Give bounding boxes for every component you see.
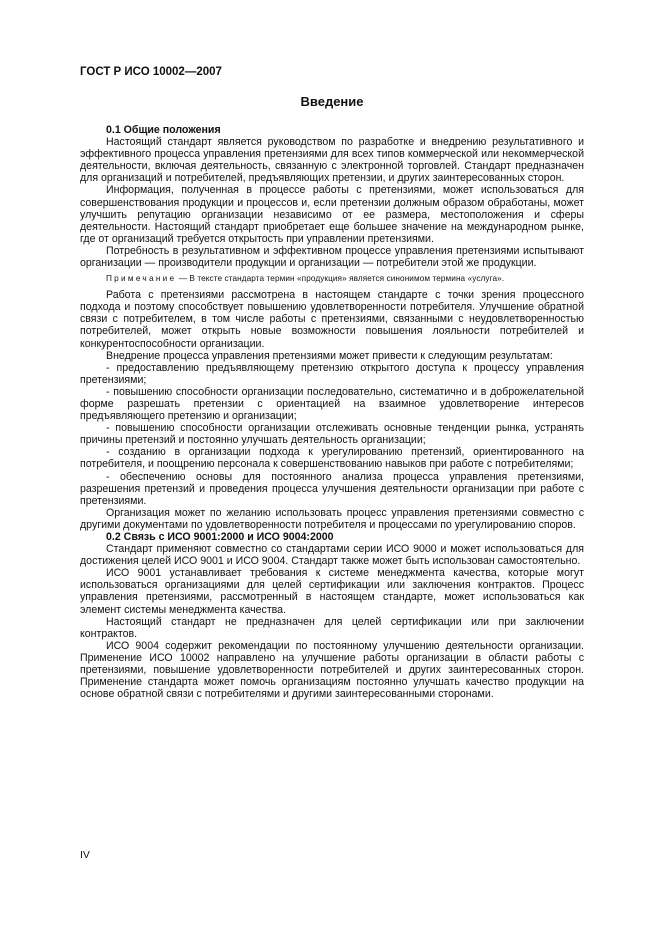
list-item: - повышению способности организации отслеживать основные тенденции рынка, устранять причины претензий и постоянно улучшать деятельность организации; — [80, 422, 584, 447]
note-label: Примечание — [106, 274, 177, 284]
page-number: IV — [80, 849, 90, 861]
list-item: - обеспечению основы для постоянного анализа процесса управления претензиями, разрешения претензий и проведения процесса улучшения деятельности организации при работе с претензиями. — [80, 470, 584, 507]
page-title: Введение — [300, 94, 364, 109]
paragraph: Потребность в результативном и эффективном процессе управления претензиями испытывают организации — производители продукции и организации — потребители этой же продукции. — [80, 244, 584, 270]
section-heading-0-2: 0.2 Связь с ИСО 9001:2000 и ИСО 9004:2000 — [106, 531, 334, 543]
paragraph: Настоящий стандарт не предназначен для целей сертификации или при заключении контрактов. — [80, 615, 584, 640]
paragraph: Внедрение процесса управления претензиями может привести к следующим результатам: — [106, 349, 553, 362]
paragraph: Стандарт применяют совместно со стандартами серии ИСО 9000 и может использоваться для достижения целей ИСО 9001 и ИСО 9004. Стандарт также может быть использован самостоятельно. — [80, 543, 584, 568]
paragraph: Информация, полученная в процессе работы с претензиями, может использоваться для совершенствования продукции и процессов и, если претензии должным образом обработаны, может улучшить репутацию организации независимо от ее размера, местоположения и сферы деятельности. Настоящий стандарт приобретает еще большее значение на международном рынке, где от организаций требуется открытость при управлении претензиями. — [80, 184, 584, 245]
paragraph: Настоящий стандарт является руководством по разработке и внедрению результативного и эффективного процесса управления претензиями для всех типов коммерческой или некоммерческой деятельности, включая деятельность, связанную с электронной торговлей. Стандарт предназначен для организаций и потребителей, предъявляющих претензии, и других заинтересованных сторон. — [80, 136, 584, 185]
list-item: - повышению способности организации последовательно, систематично и в доброжелательной форме разрешать претензии с ориентацией на взаимное удовлетворение интересов предъявляющего претензию и организации; — [80, 385, 584, 423]
section-heading-0-1: 0.1 Общие положения — [106, 124, 221, 136]
paragraph: ИСО 9001 устанавливает требования к системе менеджмента качества, которые могут использоваться организациями для целей сертификации или заключения контрактов. Процесс управления претензиями, рассмотренный в настоящем стандарте, может использоваться как элемент системы менеджмента качества. — [80, 567, 584, 616]
list-item: - созданию в организации подхода к урегулированию претензий, ориентированного на потребителя, и поощрению персонала к совершенствованию навыков при работе с потребителями; — [80, 446, 584, 471]
document-body — [80, 124, 584, 700]
paragraph: Работа с претензиями рассмотрена в настоящем стандарте с точки зрения процессного подхода и поэтому способствует повышению удовлетворенности потребителя. Улучшение обратной связи с потребителем, в том числе работы с претензиями, связанными с неудовлетворенностью потребителей, может открыть новые возможности повышения лояльности потребителей и конкурентоспособности организации. — [80, 289, 584, 350]
document-header: ГОСТ Р ИСО 10002—2007 — [80, 66, 222, 78]
paragraph: Организация может по желанию использовать процесс управления претензиями совместно с другими документами по удовлетворенности потребителя и процессами по урегулированию споров. — [80, 506, 584, 531]
list-item: - предоставлению предъявляющему претензию открытого доступа к процессу управления претензиями; — [80, 361, 584, 386]
paragraph: ИСО 9004 содержит рекомендации по постоянному улучшению деятельности организации. Применение ИСО 10002 направлено на улучшение работы организации в области работы с претензиями, повышение удовлетворенности потребителей и других заинтересованных сторон. Применение стандарта может помочь организациям постоянно улучшать качество продукции на основе обратной связи с потребителями и другими заинтересованными сторонами. — [80, 639, 584, 701]
note-text: — В тексте стандарта термин «продукция» является синонимом термина «услуга». — [176, 274, 505, 284]
note — [80, 273, 584, 284]
